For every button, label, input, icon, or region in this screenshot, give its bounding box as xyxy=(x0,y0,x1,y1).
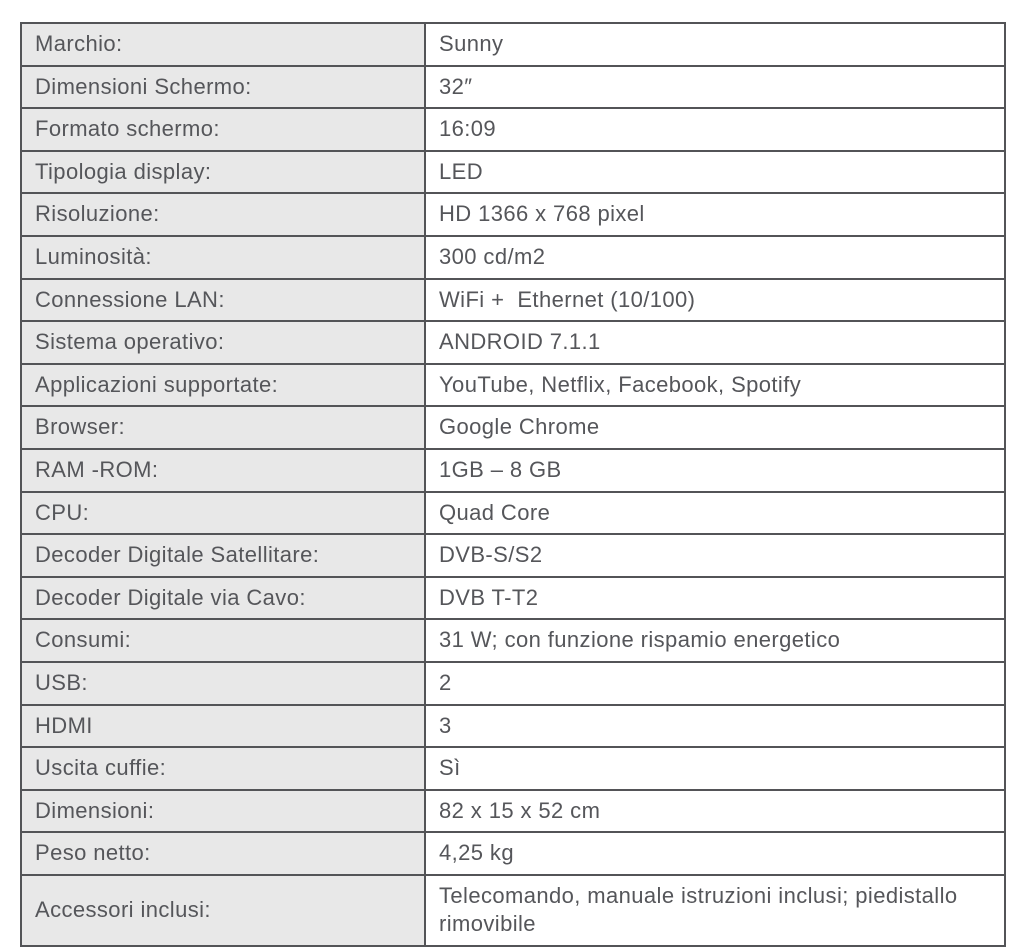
table-row xyxy=(21,321,1005,364)
spec-value: 31 W; con funzione rispamio energetico xyxy=(425,619,1005,662)
spec-value: 16:09 xyxy=(425,108,1005,151)
spec-value: Quad Core xyxy=(425,492,1005,535)
spec-label: CPU: xyxy=(21,492,425,535)
table-row xyxy=(21,193,1005,236)
spec-label: Marchio: xyxy=(21,23,425,66)
spec-label: Tipologia display: xyxy=(21,151,425,194)
spec-value: DVB-S/S2 xyxy=(425,534,1005,577)
spec-value: Sunny xyxy=(425,23,1005,66)
spec-table-body xyxy=(21,23,1005,946)
table-row xyxy=(21,151,1005,194)
spec-label: Applicazioni supportate: xyxy=(21,364,425,407)
spec-value: Sì xyxy=(425,747,1005,790)
spec-table-container xyxy=(20,22,1006,947)
table-row xyxy=(21,492,1005,535)
spec-value: 4,25 kg xyxy=(425,832,1005,875)
table-row xyxy=(21,66,1005,109)
table-row xyxy=(21,619,1005,662)
table-row xyxy=(21,662,1005,705)
spec-label: Decoder Digitale Satellitare: xyxy=(21,534,425,577)
table-row xyxy=(21,790,1005,833)
spec-label: Connessione LAN: xyxy=(21,279,425,322)
table-row xyxy=(21,832,1005,875)
table-row xyxy=(21,279,1005,322)
table-row xyxy=(21,875,1005,946)
table-row xyxy=(21,577,1005,620)
spec-value: 1GB – 8 GB xyxy=(425,449,1005,492)
spec-label: Peso netto: xyxy=(21,832,425,875)
spec-value: 32″ xyxy=(425,66,1005,109)
spec-label: HDMI xyxy=(21,705,425,748)
spec-value: DVB T-T2 xyxy=(425,577,1005,620)
spec-value: HD 1366 x 768 pixel xyxy=(425,193,1005,236)
spec-value: Google Chrome xyxy=(425,406,1005,449)
spec-value: LED xyxy=(425,151,1005,194)
spec-label: Browser: xyxy=(21,406,425,449)
spec-label: Accessori inclusi: xyxy=(21,875,425,946)
spec-value: ANDROID 7.1.1 xyxy=(425,321,1005,364)
spec-value: WiFi + Ethernet (10/100) xyxy=(425,279,1005,322)
table-row xyxy=(21,747,1005,790)
table-row xyxy=(21,364,1005,407)
spec-label: Dimensioni Schermo: xyxy=(21,66,425,109)
spec-label: USB: xyxy=(21,662,425,705)
spec-value: YouTube, Netflix, Facebook, Spotify xyxy=(425,364,1005,407)
spec-label: Luminosità: xyxy=(21,236,425,279)
table-row xyxy=(21,534,1005,577)
spec-value: 300 cd/m2 xyxy=(425,236,1005,279)
table-row xyxy=(21,406,1005,449)
table-row xyxy=(21,236,1005,279)
table-row xyxy=(21,705,1005,748)
table-row xyxy=(21,449,1005,492)
spec-value: 82 x 15 x 52 cm xyxy=(425,790,1005,833)
spec-value: 3 xyxy=(425,705,1005,748)
spec-value: 2 xyxy=(425,662,1005,705)
spec-label: Decoder Digitale via Cavo: xyxy=(21,577,425,620)
spec-label: Uscita cuffie: xyxy=(21,747,425,790)
spec-label: Consumi: xyxy=(21,619,425,662)
spec-label: Formato schermo: xyxy=(21,108,425,151)
spec-label: Risoluzione: xyxy=(21,193,425,236)
spec-label: Dimensioni: xyxy=(21,790,425,833)
table-row xyxy=(21,108,1005,151)
spec-table xyxy=(20,22,1006,947)
spec-label: Sistema operativo: xyxy=(21,321,425,364)
table-row xyxy=(21,23,1005,66)
spec-value: Telecomando, manuale istruzioni inclusi; piedistallo rimovibile xyxy=(425,875,1005,946)
spec-label: RAM -ROM: xyxy=(21,449,425,492)
